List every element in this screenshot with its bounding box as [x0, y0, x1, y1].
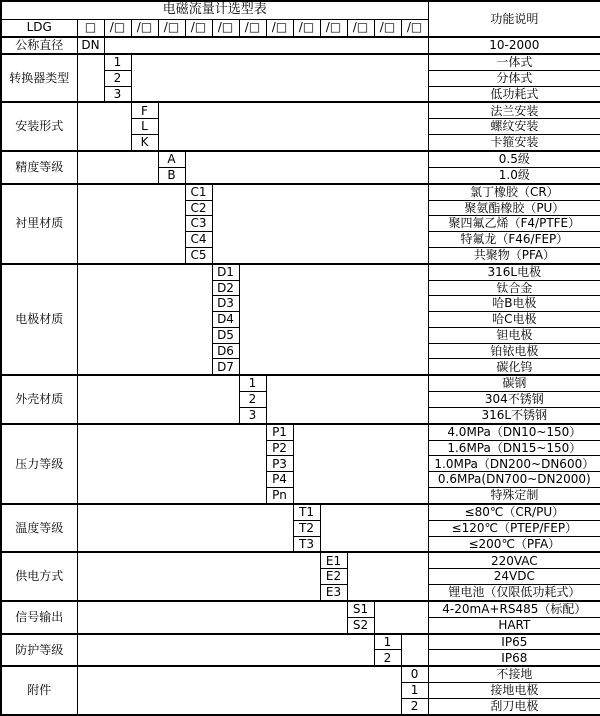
spacer-cell: [239, 264, 428, 376]
code-slot: /□: [212, 19, 239, 37]
function-desc-cell: 低功耗式: [428, 86, 600, 102]
function-desc-cell: IP65: [428, 634, 600, 650]
code-cell: D4: [212, 312, 239, 328]
function-desc-cell: 10-2000: [428, 37, 600, 54]
function-desc-cell: 螺纹安装: [428, 119, 600, 135]
code-cell: P1: [266, 424, 293, 440]
group-label-accuracy-class: 精度等级: [1, 151, 77, 184]
code-cell: E1: [320, 552, 347, 568]
code-slot: /□: [158, 19, 185, 37]
function-desc-cell: 锂电池（仅限低功耗式）: [428, 585, 600, 601]
function-desc-cell: 0.6MPa(DN700~DN2000): [428, 472, 600, 488]
group-label-signal-output: 信号输出: [1, 601, 77, 634]
code-cell: P3: [266, 456, 293, 472]
function-desc-cell: 24VDC: [428, 569, 600, 585]
code-cell: E3: [320, 585, 347, 601]
function-desc-cell: 铂铱电极: [428, 343, 600, 359]
function-desc-cell: 哈C电极: [428, 312, 600, 328]
function-desc-cell: 特氟龙（F46/FEP）: [428, 232, 600, 248]
code-cell: T2: [293, 520, 320, 536]
code-cell: K: [131, 135, 158, 151]
code-cell: S1: [347, 601, 374, 617]
group-label-housing-material: 外壳材质: [1, 375, 77, 424]
spacer-cell: [401, 634, 428, 667]
code-slot: /□: [266, 19, 293, 37]
spacer-cell: [77, 54, 104, 103]
spacer-cell: [77, 504, 293, 553]
function-desc-cell: 一体式: [428, 54, 600, 70]
function-desc-cell: 特殊定制: [428, 488, 600, 504]
function-desc-cell: 4-20mA+RS485（标配）: [428, 601, 600, 617]
spacer-cell: [104, 37, 428, 54]
code-cell: DN: [77, 37, 104, 54]
spacer-cell: [77, 634, 374, 667]
code-cell: T3: [293, 536, 320, 552]
spacer-cell: [77, 375, 239, 424]
code-cell: 3: [104, 86, 131, 102]
code-slot: /□: [131, 19, 158, 37]
function-desc-cell: 4.0MPa（DN10~150）: [428, 424, 600, 440]
function-desc-cell: 聚氨酯橡胶（PU）: [428, 200, 600, 216]
code-cell: 3: [239, 407, 266, 423]
function-desc-cell: 碳钢: [428, 375, 600, 391]
function-desc-cell: 哈B电极: [428, 296, 600, 312]
code-cell: T1: [293, 504, 320, 520]
code-slot: /□: [104, 19, 131, 37]
spacer-cell: [131, 54, 428, 103]
code-slot: /□: [347, 19, 374, 37]
code-cell: D2: [212, 280, 239, 296]
code-cell: C5: [185, 247, 212, 263]
function-desc-cell: 聚四氟乙烯（F4/PTFE）: [428, 216, 600, 232]
function-desc-cell: 氯丁橡胶（CR）: [428, 184, 600, 200]
code-cell: B: [158, 167, 185, 183]
spacer-cell: [347, 552, 428, 601]
function-desc-cell: 304不锈钢: [428, 392, 600, 408]
code-cell: D7: [212, 359, 239, 375]
code-cell: P4: [266, 472, 293, 488]
group-label-temperature-rating: 温度等级: [1, 504, 77, 553]
code-cell: C2: [185, 200, 212, 216]
code-cell: S2: [347, 617, 374, 633]
function-desc-cell: IP68: [428, 650, 600, 666]
spacer-cell: [77, 184, 185, 264]
code-slot: /□: [320, 19, 347, 37]
function-desc-cell: 220VAC: [428, 552, 600, 568]
function-desc-cell: 分体式: [428, 70, 600, 86]
spacer-cell: [77, 264, 212, 376]
code-cell: 1: [239, 375, 266, 391]
code-cell: 1: [374, 634, 401, 650]
code-cell: C4: [185, 232, 212, 248]
code-slot: /□: [185, 19, 212, 37]
function-desc-cell: 不接地: [428, 666, 600, 682]
code-cell: D6: [212, 343, 239, 359]
code-cell: 0: [401, 666, 428, 682]
function-column-header: 功能说明: [428, 1, 600, 37]
code-cell: 2: [104, 70, 131, 86]
spacer-cell: [374, 601, 428, 634]
function-desc-cell: ≤80℃（CR/PU）: [428, 504, 600, 520]
spacer-cell: [77, 666, 401, 715]
code-cell: 2: [374, 650, 401, 666]
group-label-power-supply: 供电方式: [1, 552, 77, 601]
group-label-installation-type: 安装形式: [1, 102, 77, 151]
code-cell: D5: [212, 327, 239, 343]
code-cell: D1: [212, 264, 239, 280]
spacer-cell: [77, 151, 158, 184]
function-desc-cell: HART: [428, 617, 600, 633]
code-slot: /□: [401, 19, 428, 37]
function-desc-cell: 钽电极: [428, 327, 600, 343]
code-cell: A: [158, 151, 185, 167]
function-desc-cell: 刮刀电极: [428, 698, 600, 715]
code-cell: D3: [212, 296, 239, 312]
function-desc-cell: 碳化钨: [428, 359, 600, 375]
group-label-liner-material: 衬里材质: [1, 184, 77, 264]
code-cell: E2: [320, 569, 347, 585]
function-desc-cell: 316L不锈钢: [428, 407, 600, 423]
code-cell: C1: [185, 184, 212, 200]
code-cell: C3: [185, 216, 212, 232]
spacer-cell: [185, 151, 428, 184]
code-cell: 1: [104, 54, 131, 70]
group-label-converter-type: 转换器类型: [1, 54, 77, 103]
spacer-cell: [266, 375, 428, 424]
code-slot: /□: [239, 19, 266, 37]
table-title: 电磁流量计选型表: [1, 1, 428, 19]
function-desc-cell: 1.6MPa（DN15~150）: [428, 440, 600, 456]
code-cell: 2: [239, 392, 266, 408]
code-cell: L: [131, 119, 158, 135]
function-desc-cell: 法兰安装: [428, 102, 600, 118]
spacer-cell: [212, 184, 428, 264]
model-prefix-label: LDG: [1, 19, 77, 37]
spacer-cell: [320, 504, 428, 553]
code-cell: 2: [401, 698, 428, 715]
spacer-cell: [158, 102, 428, 151]
spacer-cell: [77, 424, 266, 504]
function-desc-cell: 卡箍安装: [428, 135, 600, 151]
code-cell: F: [131, 102, 158, 118]
code-cell: 1: [401, 683, 428, 699]
function-desc-cell: 316L电极: [428, 264, 600, 280]
function-desc-cell: 0.5级: [428, 151, 600, 167]
base-code-slot: □: [77, 19, 104, 37]
function-desc-cell: 共聚物（PFA）: [428, 247, 600, 263]
spacer-cell: [77, 601, 347, 634]
function-desc-cell: ≤120℃（PTEP/FEP）: [428, 520, 600, 536]
group-label-electrode-material: 电极材质: [1, 264, 77, 376]
function-desc-cell: 1.0MPa（DN200~DN600）: [428, 456, 600, 472]
group-label-pressure-rating: 压力等级: [1, 424, 77, 504]
code-slot: /□: [374, 19, 401, 37]
group-label-accessories: 附件: [1, 666, 77, 715]
code-slot: /□: [293, 19, 320, 37]
code-cell: P2: [266, 440, 293, 456]
function-desc-cell: 钛合金: [428, 280, 600, 296]
function-desc-cell: 1.0级: [428, 167, 600, 183]
spacer-cell: [77, 102, 131, 151]
spacer-cell: [77, 552, 320, 601]
function-desc-cell: 接地电极: [428, 683, 600, 699]
function-desc-cell: ≤200℃（PFA）: [428, 536, 600, 552]
group-label-nominal-diameter: 公称直径: [1, 37, 77, 54]
code-cell: Pn: [266, 488, 293, 504]
group-label-protection-rating: 防护等级: [1, 634, 77, 667]
spacer-cell: [293, 424, 428, 504]
